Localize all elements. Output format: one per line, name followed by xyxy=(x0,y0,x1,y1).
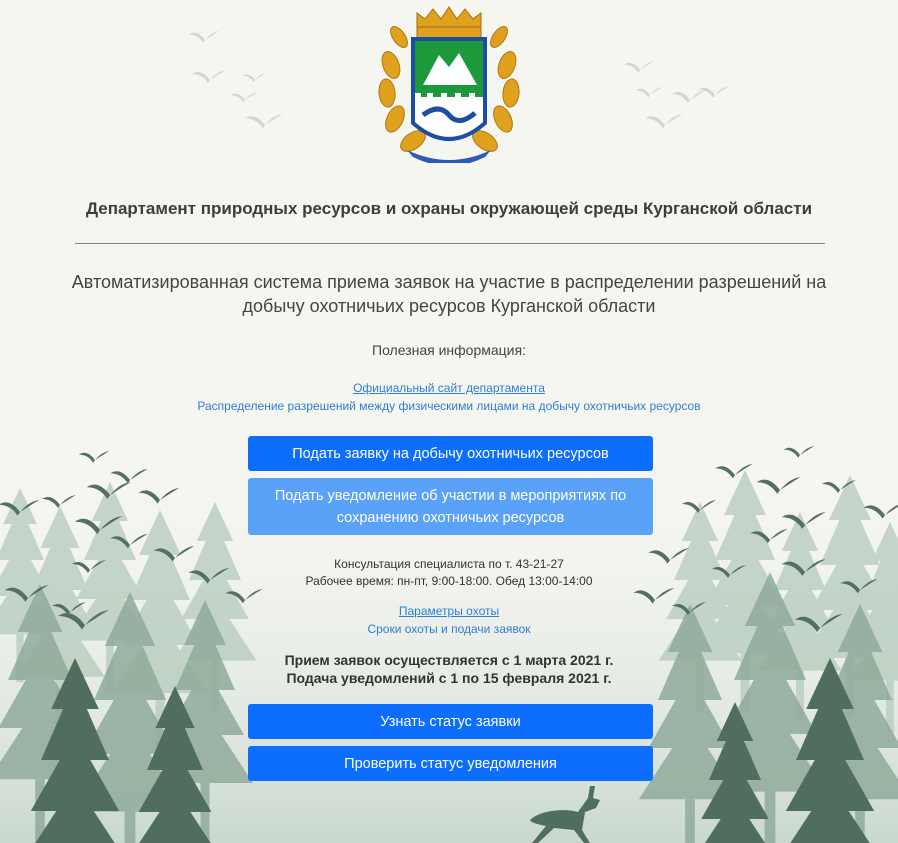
hunt-terms-link[interactable]: Сроки охоты и подачи заявок xyxy=(367,622,531,636)
official-site-link-row xyxy=(0,381,898,395)
applications-period-notice: Прием заявок осуществляется с 1 марта 2021 г. xyxy=(284,652,614,668)
check-application-status-button[interactable]: Узнать статус заявки xyxy=(248,704,653,739)
consultation-phone: Консультация специалиста по т. 43-21-27 xyxy=(334,557,564,571)
hunt-params-link[interactable]: Параметры охоты xyxy=(398,604,500,618)
header-divider xyxy=(75,243,825,244)
official-site-link[interactable]: Официальный сайт департамента xyxy=(353,381,545,395)
permits-distribution-link-row xyxy=(0,399,898,413)
useful-info-label: Полезная информация: xyxy=(372,342,526,358)
notifications-period-notice: Подача уведомлений с 1 по 15 февраля 2021 г. xyxy=(286,670,612,686)
check-notification-status-button[interactable]: Проверить статус уведомления xyxy=(248,746,653,781)
hunt-terms-link-row xyxy=(0,622,898,636)
system-title: Автоматизированная система приема заявок на участие в распределении разрешений на добычу охотничьих ресурсов Курганской области xyxy=(71,272,827,316)
department-title: Департамент природных ресурсов и охраны окружающей среды Курганской области xyxy=(85,199,813,218)
submit-notification-button[interactable]: Подать уведомление об участии в мероприятиях по сохранению охотничьих ресурсов xyxy=(248,478,653,535)
coat-of-arms-emblem xyxy=(377,5,521,163)
work-hours: Рабочее время: пн-пт, 9:00-18:00. Обед 13:00-14:00 xyxy=(305,574,593,588)
hunt-params-link-row xyxy=(0,604,898,618)
permits-distribution-link[interactable]: Распределение разрешений между физическими лицами на добычу охотничьих ресурсов xyxy=(197,399,701,413)
apply-hunting-button[interactable]: Подать заявку на добычу охотничьих ресурсов xyxy=(248,436,653,471)
